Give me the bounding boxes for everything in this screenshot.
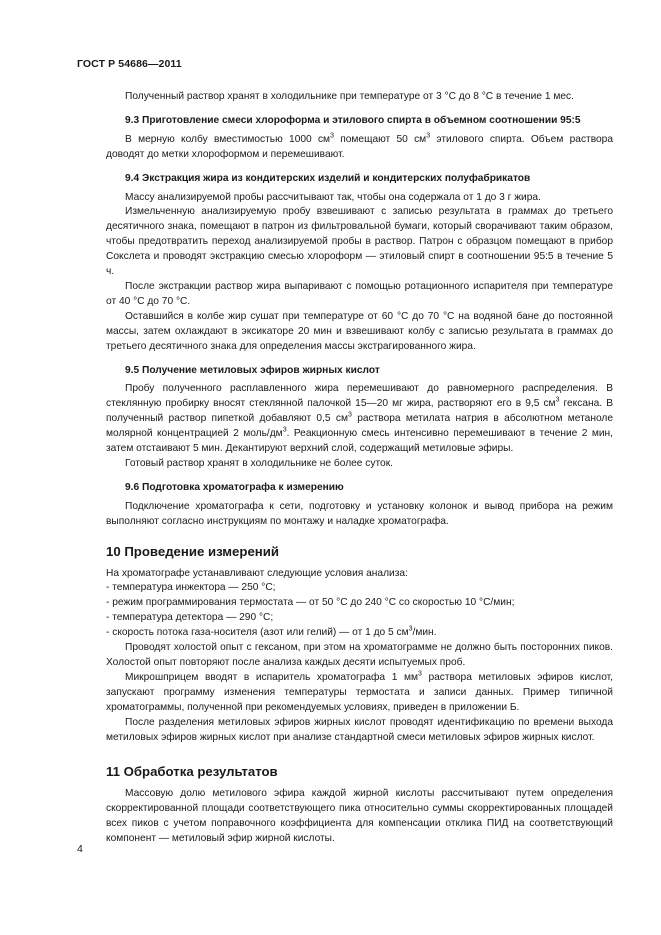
- paragraph-9-4-1: Массу анализируемой пробы рассчитывают так, чтобы она содержала от 1 до 3 г жира.: [125, 191, 541, 203]
- paragraph-10-intro: На хроматографе устанавливают следующие условия анализа:: [106, 567, 408, 579]
- paragraph-9-5-2: Готовый раствор хранят в холодильнике не более суток.: [125, 457, 393, 469]
- section-9-6-heading: 9.6 Подготовка хроматографа к измерению: [125, 481, 344, 493]
- section-11-heading: 11 Обработка результатов: [106, 764, 278, 780]
- paragraph-10-3: Микрошприцем вводят в испаритель хроматографа 1 $мм^3$ раствора метиловых эфиров кислот, запускают программу изменения температуры термостата и записи данных. Пример типичной хроматограммы, полученной при рекомендуемых условиях, приведен в приложении Б.: [106, 670, 613, 713]
- paragraph-9-4-2: Измельченную анализируемую пробу взвешивают с записью результата в граммах до третьего десятичного знака, помещают в патрон из фильтровальной бумаги, который сворачивают таким образом, чтобы предотвратить переход анализируемой пробы в раствор. Патрон с образцом помещают в прибор Сокслета и проводят экстракцию смесью хлороформ — этиловый спирт в соотношении 95:5 в течение 5 ч.: [106, 206, 613, 278]
- paragraph-9-3: В мерную колбу вместимостью 1000 $см^3$ помещают 50 $см^3$ этилового спирта. Объем раствора доводят до метки хлороформом и перемешивают.: [106, 132, 613, 160]
- section-9-3-heading: 9.3 Приготовление смеси хлороформа и этилового спирта в объемном соотношении 95:5: [125, 114, 581, 126]
- list-item: - скорость потока газа-носителя (азот или гелий) — от 1 до 5 $см^3$/мин.: [106, 625, 437, 639]
- section-10-heading: 10 Проведение измерений: [106, 543, 279, 559]
- list-item: - температура детектора — 290 °С;: [106, 612, 274, 624]
- paragraph-11-1: Массовую долю метилового эфира каждой жирной кислоты рассчитывают путем определения скорректированной площади соответствующего пика относительно суммы скорректированных площадей всех пиков с учетом поправочного коэффициента для компенсации отклика ПИД на соответствующий компонент — метиловый эфир жирной кислоты.: [106, 788, 613, 845]
- list-item: - температура инжектора — 250 °С;: [106, 582, 276, 594]
- paragraph-9-6: Подключение хроматографа к сети, подготовку и установку колонок и вывод прибора на режим выполняют согласно инструкциям по монтажу и наладке хроматографа.: [106, 500, 613, 527]
- paragraph-10-2: Проводят холостой опыт с гексаном, при этом на хроматограмме не должно быть посторонних пиков. Холостой опыт повторяют после анализа каждых десяти испытуемых проб.: [106, 642, 613, 668]
- paragraph-9-4-4: Оставшийся в колбе жир сушат при температуре от 60 °С до 70 °С на водяной бане до постоянной массы, затем охлаждают в эксикаторе 20 мин и взвешивают колбу с записью результата в граммах до третьего десятичного знака для определения массы экстрагированного жира.: [106, 310, 613, 352]
- section-9-4-heading: 9.4 Экстракция жира из кондитерских изделий и кондитерских полуфабрикатов: [125, 172, 531, 184]
- standard-header: ГОСТ Р 54686—2011: [77, 58, 182, 70]
- paragraph-9-5-1: Пробу полученного расплавленного жира перемешивают до равномерного распределения. В стеклянную пробирку вносят стеклянной палочкой 15—20 мг жира, растворяют его в 9,5 $см^3$ гексана. В полученный раствор пипеткой добавляют 0,5 $см^3$ раствора метилата натрия в абсолютном метаноле молярной концентрацией 2 моль/$дм^3$. Реакционную смесь интенсивно перемешивают в течение 2 мин, затем отстаивают 5 мин. Декантируют верхний слой, содержащий метиловые эфиры.: [106, 383, 613, 455]
- section-9-5-heading: 9.5 Получение метиловых эфиров жирных кислот: [125, 364, 380, 376]
- page-content: [106, 90, 613, 847]
- paragraph-10-4: После разделения метиловых эфиров жирных кислот проводят идентификацию по времени выхода метиловых эфиров жирных кислот при анализе стандартной смеси метиловых эфиров жирных кислот.: [106, 716, 613, 743]
- page-number: 4: [77, 843, 83, 855]
- paragraph-storage: Полученный раствор хранят в холодильнике при температуре от 3 °С до 8 °С в течение 1 мес.: [125, 91, 574, 102]
- paragraph-9-4-3: После экстракции раствор жира выпаривают с помощью ротационного испарителя при температуре от 40 °С до 70 °С.: [106, 280, 613, 307]
- list-item: - режим программирования термостата — от 50 °С до 240 °С со скоростью 10 °С/мин;: [106, 597, 515, 609]
